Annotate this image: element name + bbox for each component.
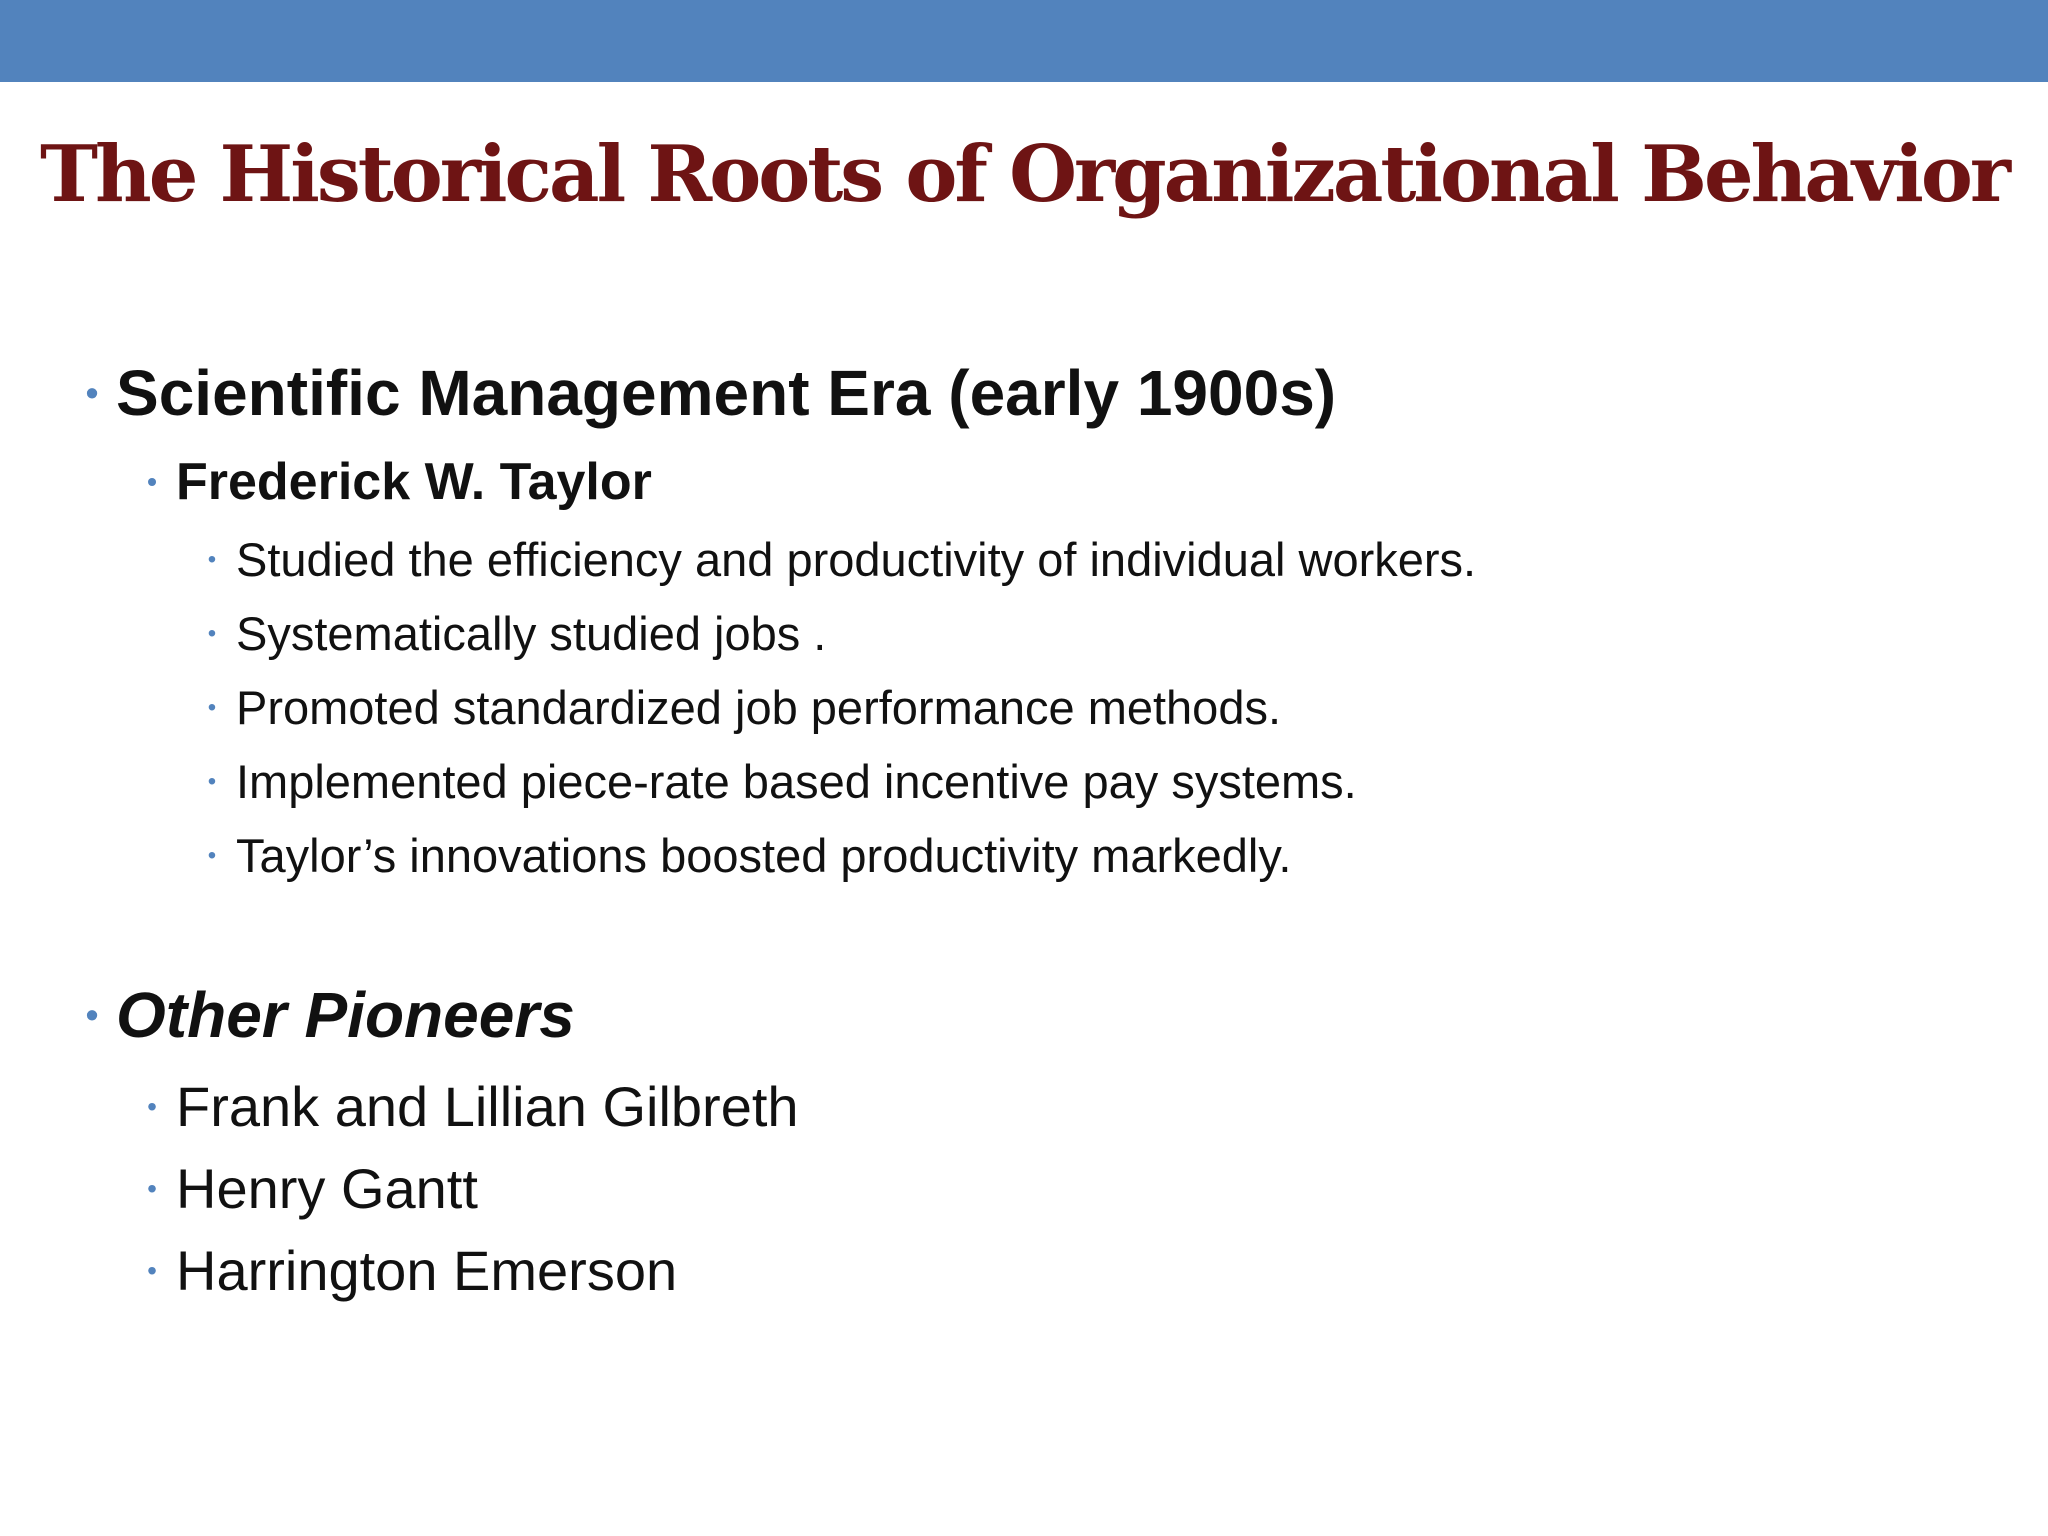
list-item-text: Promoted standardized job performance methods. (236, 681, 1282, 734)
section-heading-text: Other Pioneers (116, 979, 575, 1051)
list-item (128, 1074, 799, 1139)
subheading-frederick-taylor (128, 452, 652, 512)
list-item-text: Taylor’s innovations boosted productivity markedly. (236, 829, 1292, 882)
list-item (188, 680, 1281, 735)
bullet-icon: • (207, 767, 217, 795)
bullet-icon: • (147, 1172, 157, 1204)
bullet-icon: • (207, 841, 217, 869)
list-item-text: Systematically studied jobs . (236, 607, 827, 660)
list-item-text: Harrington Emerson (176, 1239, 678, 1302)
bullet-icon: • (207, 693, 217, 721)
list-item (188, 828, 1291, 883)
bullet-icon: • (85, 994, 99, 1035)
section-heading-text: Scientific Management Era (early 1900s) (116, 357, 1337, 429)
bullet-icon: • (147, 466, 157, 497)
list-item (188, 606, 826, 661)
section-heading-other-pioneers (68, 978, 575, 1052)
list-item-text: Studied the efficiency and productivity of individual workers. (236, 533, 1477, 586)
bullet-icon: • (85, 372, 99, 413)
list-item-text: Henry Gantt (176, 1157, 478, 1220)
bullet-icon: • (147, 1254, 157, 1286)
bullet-icon: • (207, 545, 217, 573)
slide-title: The Historical Roots of Organizational Behavior (40, 129, 2008, 220)
subheading-text: Frederick W. Taylor (176, 453, 652, 511)
bullet-icon: • (147, 1090, 157, 1122)
section-heading-scientific-management (68, 356, 1336, 430)
list-item (188, 532, 1476, 587)
list-item (128, 1238, 677, 1303)
list-item-text: Frank and Lillian Gilbreth (176, 1075, 799, 1138)
list-item (128, 1156, 478, 1221)
bullet-icon: • (207, 619, 217, 647)
top-accent-bar (0, 0, 2048, 82)
list-item-text: Implemented piece-rate based incentive pay systems. (236, 755, 1357, 808)
list-item (188, 754, 1357, 809)
